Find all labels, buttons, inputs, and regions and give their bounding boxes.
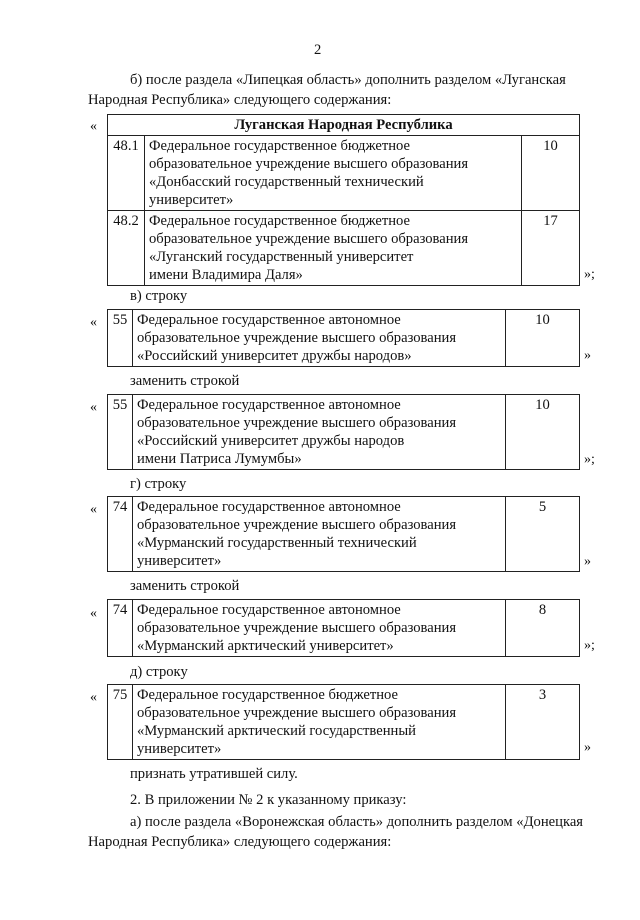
- quote-open: «: [90, 119, 97, 134]
- row-value: 8: [506, 600, 580, 657]
- quote-close: »: [584, 740, 591, 755]
- row-number: 55: [108, 310, 133, 367]
- row-name-line: университет»: [149, 192, 234, 208]
- row-name-line: «Донбасский государственный технический: [149, 174, 424, 190]
- quote-open: «: [90, 606, 97, 621]
- row-name-line: образовательное учреждение высшего образования: [137, 517, 457, 533]
- row-name-line: образовательное учреждение высшего образования: [149, 231, 469, 247]
- row-name-line: Федеральное государственное автономное: [137, 499, 401, 515]
- row-name: [133, 395, 506, 470]
- quote-open: «: [90, 690, 97, 705]
- row-name-line: «Российский университет дружбы народов»: [137, 348, 412, 364]
- row-name-line: «Российский университет дружбы народов: [137, 433, 405, 449]
- row-name-line: Федеральное государственное автономное: [137, 312, 401, 328]
- row-name-line: Федеральное государственное бюджетное: [137, 687, 398, 703]
- table-row: [108, 395, 580, 470]
- row-number: 55: [108, 395, 133, 470]
- quote-close: »: [584, 554, 591, 569]
- table-row: [108, 685, 580, 760]
- row-name-line: «Луганский государственный университет: [149, 249, 414, 265]
- row-value: 3: [506, 685, 580, 760]
- item-2: 2. В приложении № 2 к указанному приказу:: [130, 792, 407, 808]
- row-name-line: Федеральное государственное бюджетное: [149, 213, 410, 229]
- row-name-line: университет»: [137, 553, 222, 569]
- row-number: 48.2: [108, 211, 145, 286]
- table-header: Луганская Народная Республика: [108, 115, 580, 136]
- row-name-line: «Мурманский арктический университет»: [137, 638, 394, 654]
- label-d: д) строку: [130, 664, 188, 680]
- row-value: 10: [506, 310, 580, 367]
- row-name: [133, 685, 506, 760]
- row-value: 17: [522, 211, 580, 286]
- label-g: г) строку: [130, 476, 187, 492]
- row-value: 10: [506, 395, 580, 470]
- row55-new-table: [107, 394, 580, 470]
- row-number: 74: [108, 600, 133, 657]
- row-name-line: Федеральное государственное автономное: [137, 397, 401, 413]
- row-name: [145, 211, 522, 286]
- page-number: 2: [314, 42, 322, 58]
- row-number: 74: [108, 497, 133, 572]
- row-name-line: образовательное учреждение высшего образования: [137, 620, 457, 636]
- replace-label: заменить строкой: [130, 578, 240, 594]
- table-row: [108, 497, 580, 572]
- row-number: 48.1: [108, 136, 145, 211]
- quote-open: «: [90, 400, 97, 415]
- row-name-line: «Мурманский арктический государственный: [137, 723, 416, 739]
- item-2a-line2: Народная Республика» следующего содержания:: [88, 834, 392, 850]
- row-name-line: образовательное учреждение высшего образования: [137, 705, 457, 721]
- row-name-line: университет»: [137, 741, 222, 757]
- row-value: 10: [522, 136, 580, 211]
- table-row: [108, 136, 580, 211]
- table-row: [108, 600, 580, 657]
- row-name-line: «Мурманский государственный технический: [137, 535, 417, 551]
- quote-close: »;: [584, 452, 595, 467]
- row-name-line: образовательное учреждение высшего образования: [137, 330, 457, 346]
- quote-close: »;: [584, 267, 595, 282]
- row-name-line: имени Патриса Лумумбы»: [137, 451, 302, 467]
- quote-close: »: [584, 348, 591, 363]
- lugansk-table: [107, 114, 580, 286]
- replace-label: заменить строкой: [130, 373, 240, 389]
- row-name: [145, 136, 522, 211]
- row-name-line: образовательное учреждение высшего образования: [137, 415, 457, 431]
- label-v: в) строку: [130, 288, 188, 304]
- row-name-line: образовательное учреждение высшего образования: [149, 156, 469, 172]
- table-row: [108, 310, 580, 367]
- table-row: [108, 211, 580, 286]
- row-name-line: имени Владимира Даля»: [149, 267, 303, 283]
- row-value: 5: [506, 497, 580, 572]
- item-2a-line1: а) после раздела «Воронежская область» дополнить разделом «Донецкая: [130, 814, 584, 830]
- row-name: [133, 600, 506, 657]
- quote-open: «: [90, 315, 97, 330]
- row-name: [133, 310, 506, 367]
- row74-old-table: [107, 496, 580, 572]
- invalid-label: признать утратившей силу.: [130, 766, 298, 782]
- row-name-line: Федеральное государственное автономное: [137, 602, 401, 618]
- paragraph-b-line1: б) после раздела «Липецкая область» дополнить разделом «Луганская: [130, 72, 566, 88]
- row-number: 75: [108, 685, 133, 760]
- row-name: [133, 497, 506, 572]
- row-name-line: Федеральное государственное бюджетное: [149, 138, 410, 154]
- row55-old-table: [107, 309, 580, 367]
- quote-close: »;: [584, 638, 595, 653]
- row75-table: [107, 684, 580, 760]
- row74-new-table: [107, 599, 580, 657]
- paragraph-b-line2: Народная Республика» следующего содержания:: [88, 92, 392, 108]
- quote-open: «: [90, 502, 97, 517]
